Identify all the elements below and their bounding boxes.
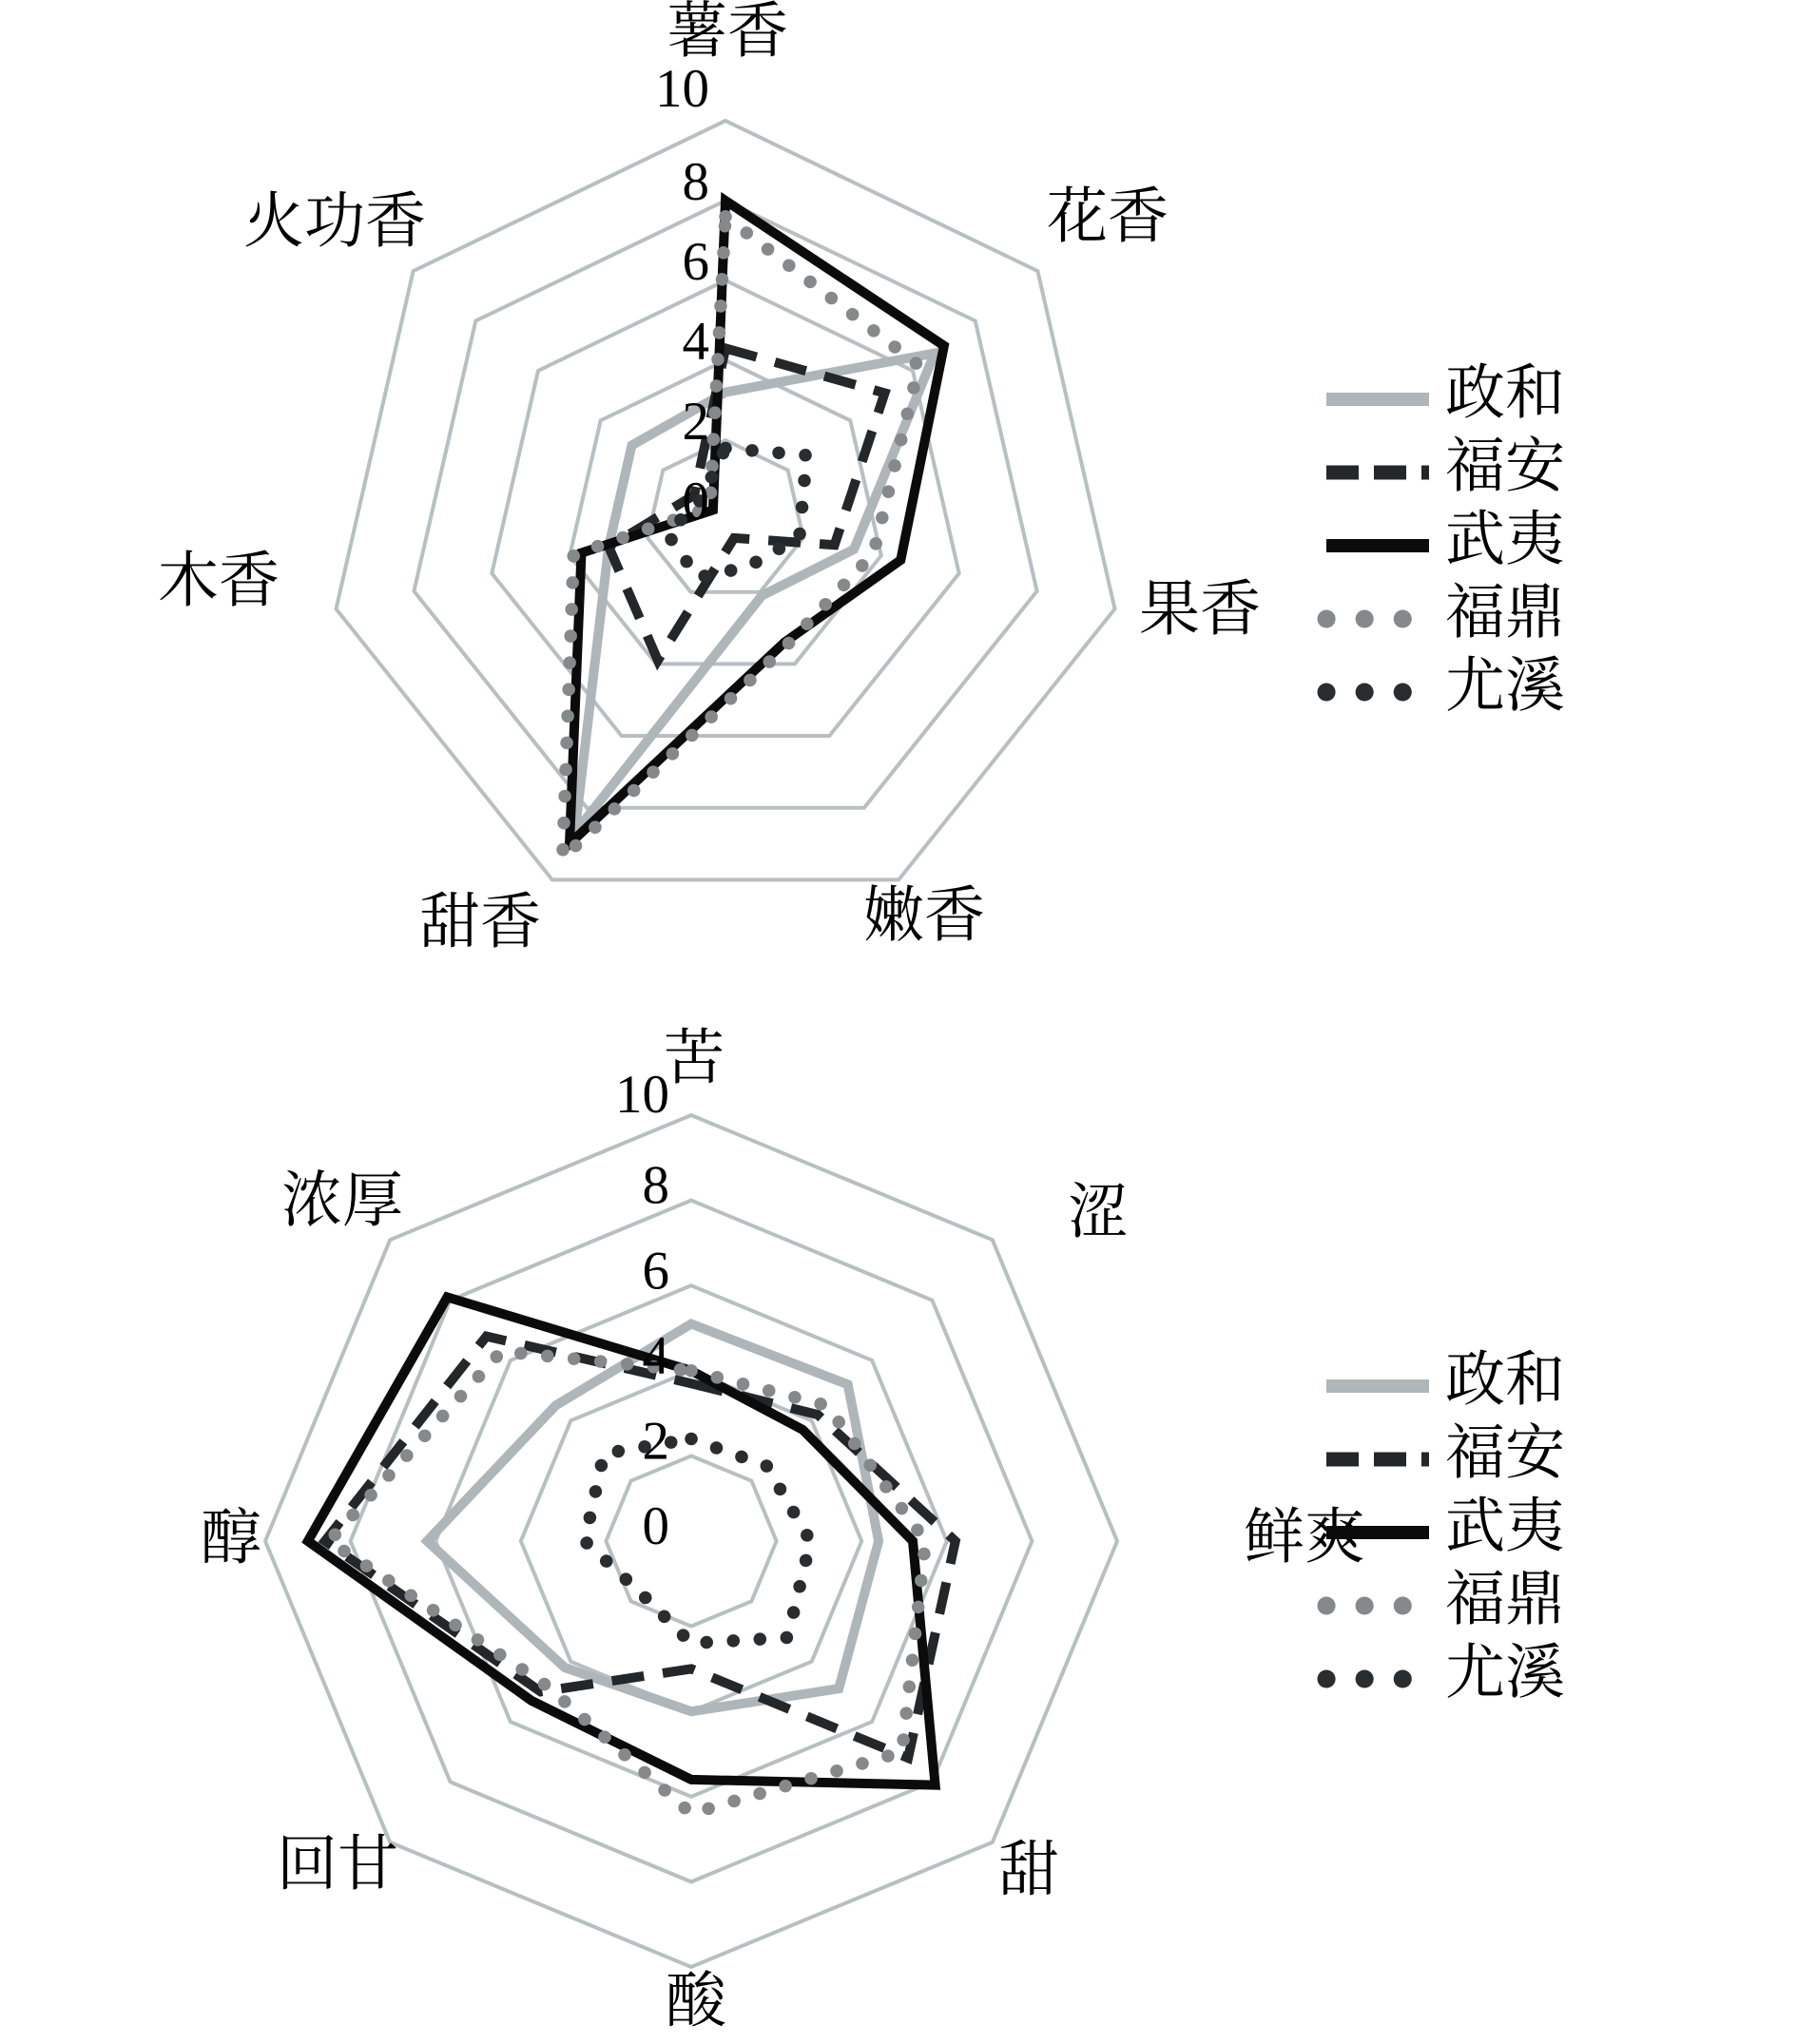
legend-label-zhenghe: 政和 (1445, 1346, 1565, 1414)
axis-label-aroma-2: 果香 (1139, 575, 1261, 644)
tick-label-4: 4 (682, 312, 709, 373)
tick-label-6: 6 (642, 1241, 669, 1302)
tick-label-2: 2 (642, 1411, 669, 1472)
axis-label-aroma-4: 甜香 (419, 888, 541, 956)
legend-label-youxi: 尤溪 (1445, 652, 1565, 720)
axis-label-taste-5: 回甘 (277, 1830, 398, 1899)
tick-label-8: 8 (642, 1155, 669, 1216)
tick-label-10: 10 (615, 1065, 669, 1126)
axis-label-taste-1: 涩 (1068, 1178, 1129, 1246)
legend-label-fuan: 福安 (1445, 1419, 1565, 1487)
axis-label-taste-2: 鲜爽 (1244, 1503, 1365, 1572)
tick-label-10: 10 (655, 59, 709, 120)
axis-label-taste-6: 醇 (201, 1504, 261, 1572)
axis-label-taste-4: 酸 (666, 1967, 726, 2035)
grid-ring-6 (435, 1285, 947, 1797)
tick-label-0: 0 (642, 1496, 669, 1557)
grid-ring-4 (521, 1371, 861, 1711)
grid-ring-2 (606, 1456, 776, 1626)
aroma-legend (1326, 359, 1565, 719)
axis-label-aroma-3: 嫩香 (863, 881, 985, 950)
tick-label-4: 4 (642, 1325, 669, 1386)
axis-label-taste-3: 甜 (998, 1836, 1059, 1904)
axis-label-taste-7: 浓厚 (281, 1167, 403, 1235)
taste-radar-chart (201, 1025, 1565, 2035)
axis-label-aroma-1: 花香 (1047, 183, 1169, 251)
legend-label-zhenghe: 政和 (1445, 359, 1565, 427)
taste-legend (1326, 1346, 1565, 1706)
axis-label-aroma-0: 薯香 (667, 0, 788, 66)
legend-label-wuyi: 武夷 (1445, 1493, 1565, 1560)
tick-label-2: 2 (682, 392, 709, 453)
legend-label-fuding: 福鼎 (1445, 1566, 1565, 1633)
tick-label-8: 8 (682, 152, 709, 213)
axis-label-taste-0: 苦 (664, 1024, 725, 1092)
legend-label-fuan: 福安 (1445, 433, 1565, 500)
tick-label-6: 6 (682, 232, 709, 293)
legend-label-wuyi: 武夷 (1445, 506, 1565, 573)
axis-label-aroma-5: 木香 (158, 547, 280, 615)
axis-label-aroma-6: 火功香 (243, 187, 426, 256)
legend-label-youxi: 尤溪 (1445, 1639, 1565, 1707)
legend-label-fuding: 福鼎 (1445, 579, 1565, 646)
tick-label-0: 0 (682, 472, 709, 532)
aroma-radar-chart (158, 0, 1565, 956)
